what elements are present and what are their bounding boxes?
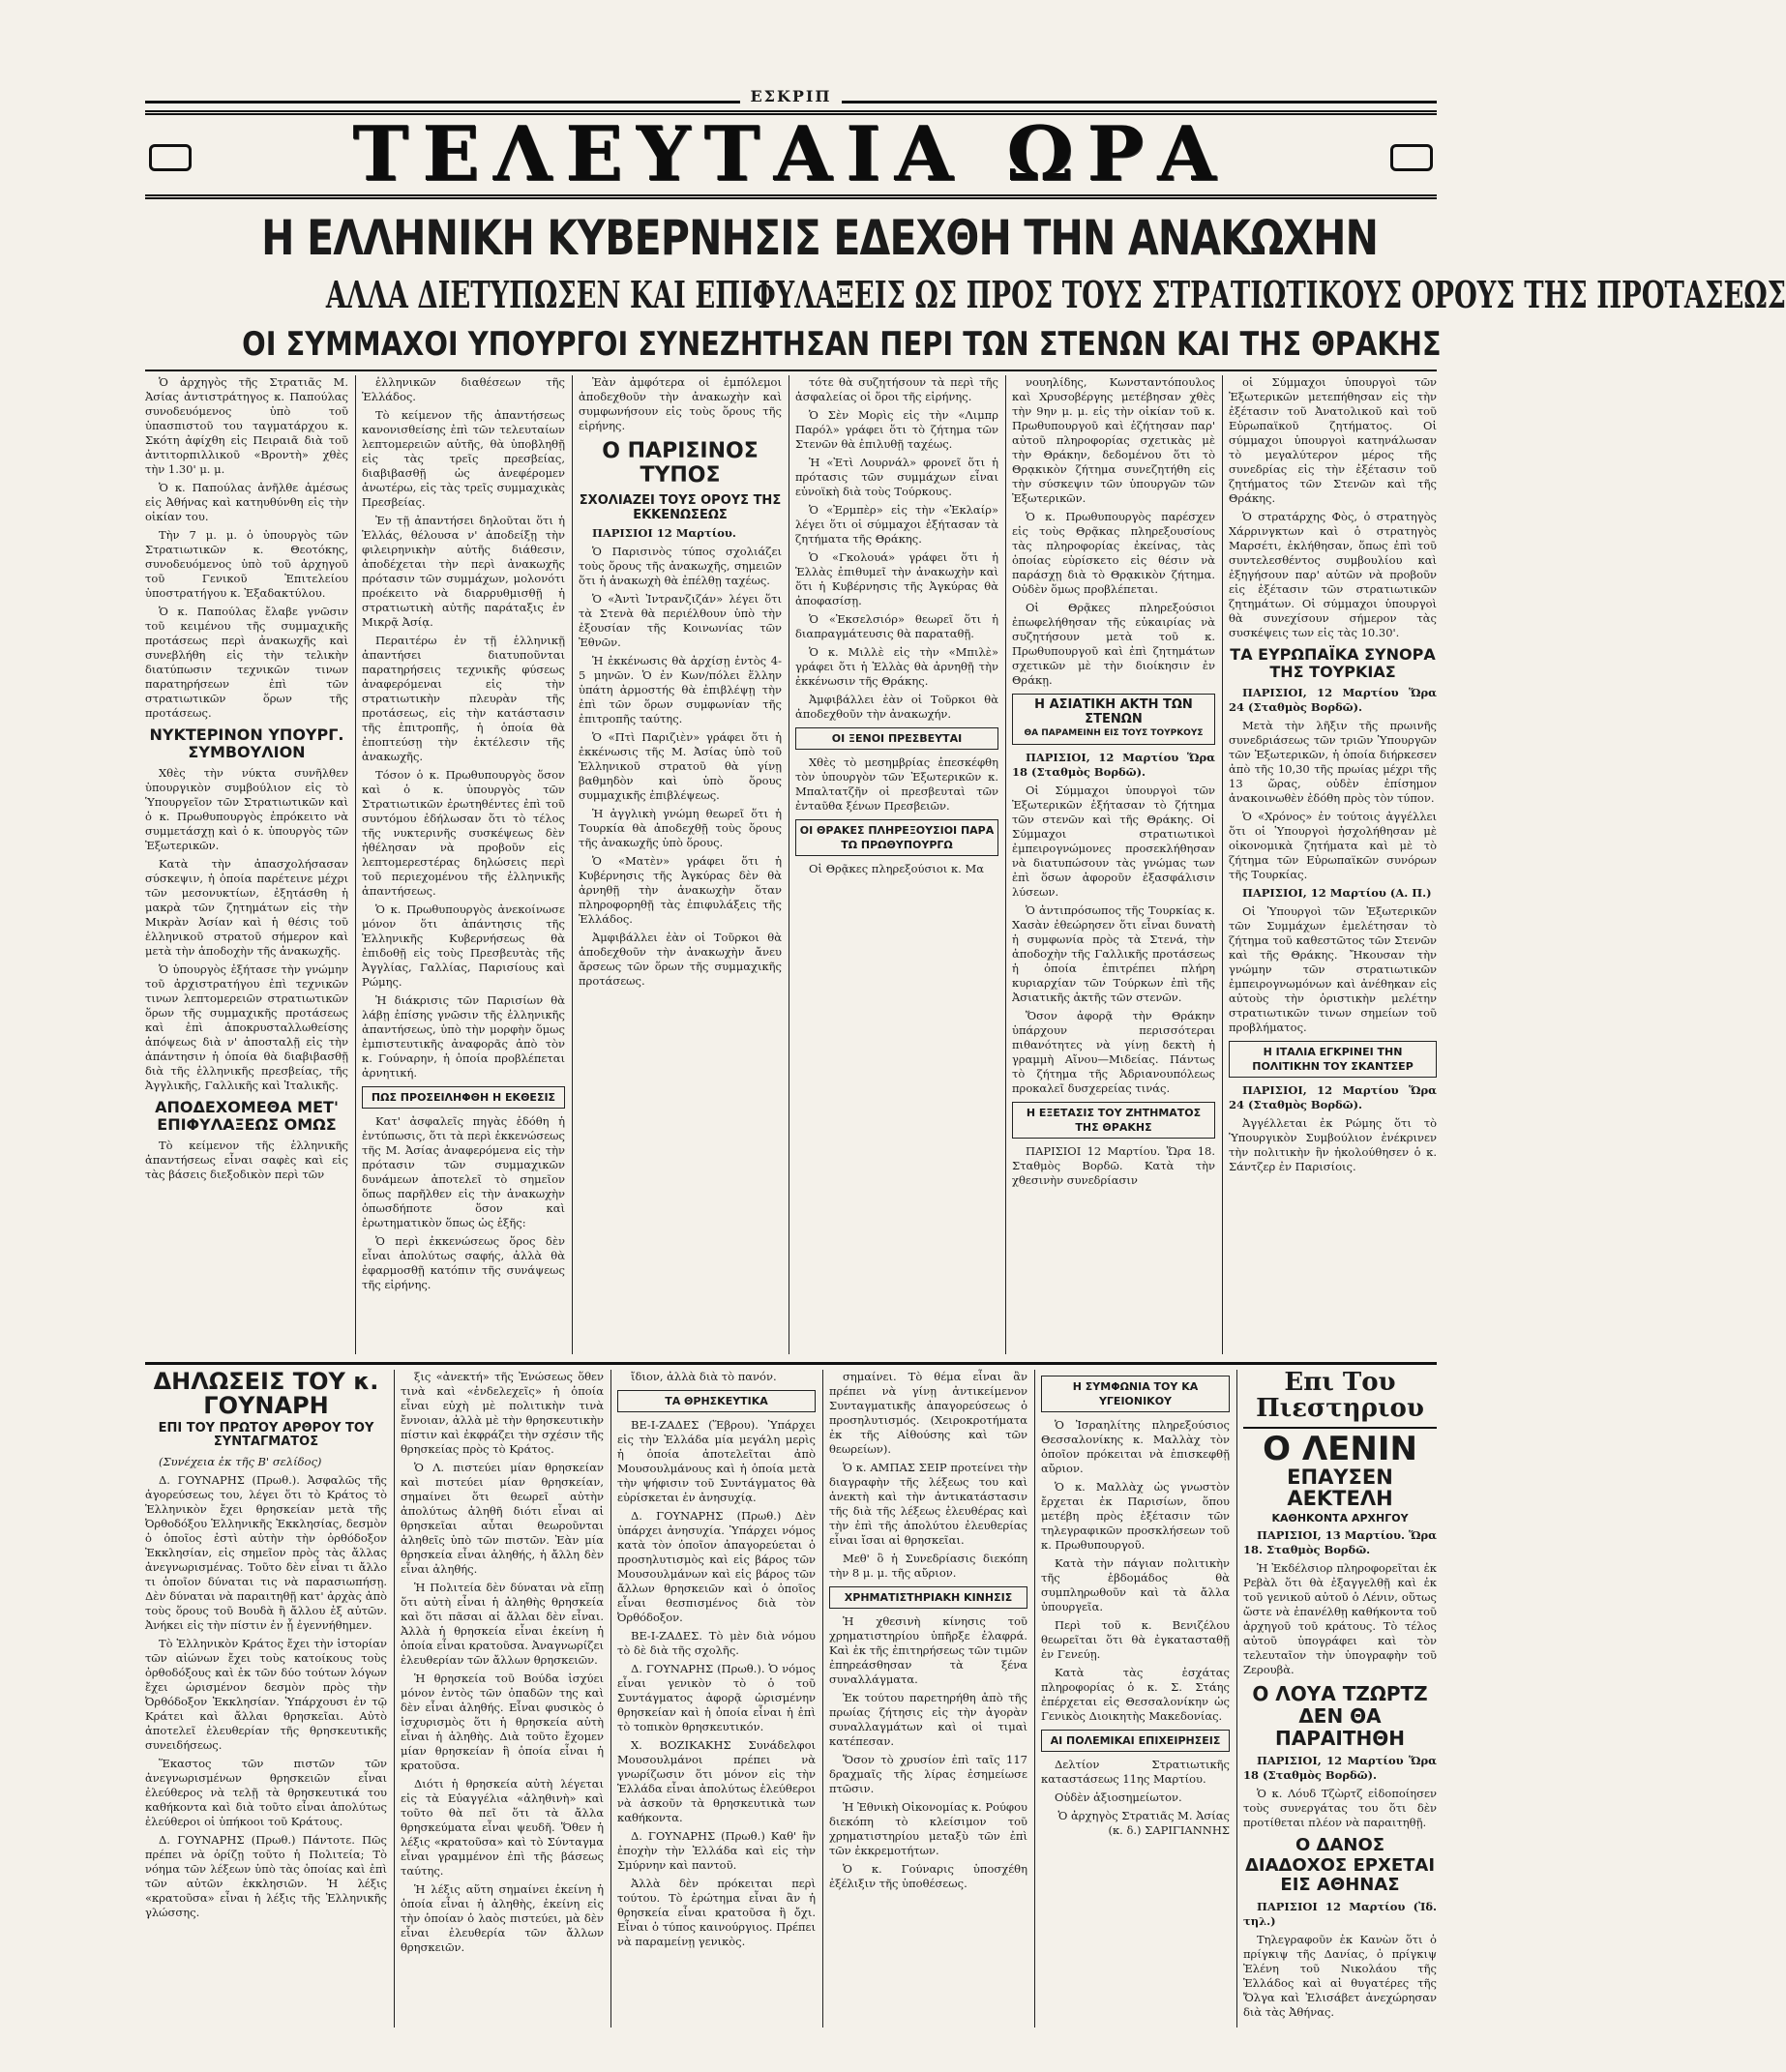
paragraph: Μεθ' ὃ ἡ Συνεδρίασις διεκόπη τὴν 8 μ. μ. τῆς αὔριον. <box>829 1552 1027 1580</box>
paragraph: Ἐκ τούτου παρετηρήθη ἀπὸ τῆς πρωίας ζήτησις εἰς τὴν ἀγορὰν συναλλαγμάτων καὶ οἱ τιμαὶ κατέπεσαν. <box>829 1691 1027 1748</box>
paragraph: Ὁ κ. Παπούλας ἀνῆλθε ἀμέσως εἰς Ἀθήνας καὶ κατηυθύνθη εἰς τὴν οἰκίαν του. <box>145 481 348 523</box>
paragraph: Ἕκαστος τῶν πιστῶν τῶν ἀνεγνωρισμένων θρησκειῶν εἶναι ἐλεύθερος νὰ τελῇ τὰ θρησκευτικά του καθήκοντα καὶ διὰ τοῦτο εἶναι ἀπολύτως ἐλεύθεροι οἱ ὑπήκοοι τοῦ Κράτους. <box>145 1756 387 1828</box>
paragraph: Ἡ «Ἐτὶ Λουρνάλ» φρονεῖ ὅτι ἡ πρότασις τῶν συμμάχων εἶναι εὐνοϊκὴ διὰ τοὺς Τούρκους. <box>795 456 998 498</box>
section-box-heading: ΑΙ ΠΟΛΕΜΙΚΑΙ ΕΠΙΧΕΙΡΗΣΕΙΣ <box>1041 1730 1230 1752</box>
column-rule <box>394 1370 395 2028</box>
paragraph: Κατὰ τὴν πάγιαν πολιτικὴν τῆς ἑβδομάδος θὰ συμπληρωθοῦν καὶ τὰ ἄλλα ὑπουργεῖα. <box>1041 1556 1230 1613</box>
paragraph: Ἡ διάκρισις τῶν Παρισίων θὰ λάβῃ ἐπίσης γνῶσιν τῆς ἑλληνικῆς ἀπαντήσεως, ὑπὸ τὴν μορφὴν ὅμως ἐμπιστευτικῆς ἀναφορᾶς ἀπὸ τὸν κ. Γούναρην, ἡ ὁποία προβλέπεται ἀρνητική. <box>362 993 565 1080</box>
sub-headline: Ο ΛΟΥΑ ΤΖΩΡΤΖ ΔΕΝ ΘΑ ΠΑΡΑΙΤΗΘΗ <box>1252 1681 1428 1750</box>
column-rule <box>822 1370 823 2028</box>
paragraph: Ὁ κ. Παπούλας ἔλαβε γνῶσιν τοῦ κειμένου τῆς συμμαχικῆς προτάσεως περὶ ἀνακωχῆς καὶ συνεβλήθη εἰς τὴν τελικὴν διατύπωσιν τεχνικῶν τινων παρατηρήσεων ἐπὶ τῶν στρατιωτικῶν ὅρων τῆς προτάσεως. <box>145 605 348 720</box>
paragraph: Δ. ΓΟΥΝΑΡΗΣ (Πρωθ.) Δὲν ὑπάρχει ἀνησυχία. Ὑπάρχει νόμος κατὰ τὸν ὁποῖον ἀπαγορεύεται ὁ προσηλυτισμὸς καὶ εἰς βάρος τῶν Μουσουλμάνων καὶ εἰς βάρος τῶν ἄλλων θρησκειῶν καὶ ὁ ὁποῖος εἶναι θεσπισμένος διὰ τὸν Ὀρθόδοξον. <box>617 1509 816 1624</box>
top-column-1 <box>145 375 348 1354</box>
paragraph: Δ. ΓΟΥΝΑΡΗΣ (Πρωθ.) Καθ' ἣν ἐποχὴν τὴν Ἑλλάδα καὶ εἰς τὴν Σμύρνην καὶ παντοῦ. <box>617 1829 816 1872</box>
paragraph: Ἡ Ἐκδέλσιορ πληροφορεῖται ἐκ Ρεβὰλ ὅτι θὰ ἐξαγγελθῇ καὶ ἐκ τοῦ γενικοῦ αὐτοῦ ὁ Λένιν, οὕτως ὥστε νὰ ἐπανέλθῃ καθήκοντα τοῦ ἀρχηγοῦ τοῦ κράτους. Τὸ τέλος αὐτοῦ ὑπογράφει καὶ τὸν τελευταῖον τὴν ὑπογραφὴν τοῦ Ζερουβὰ. <box>1243 1560 1437 1676</box>
section-box-heading <box>1012 694 1215 745</box>
paragraph: Ἐὰν ἀμφότερα οἱ ἐμπόλεμοι ἀποδεχθοῦν τὴν ἀνακωχὴν καὶ συμφωνήσουν εἰς τοὺς ὅρους τῆς εἰρήνης. <box>579 375 782 432</box>
ornament-left-icon <box>149 144 192 171</box>
paragraph: ἑλληνικῶν διαθέσεων τῆς Ἑλλάδος. <box>362 375 565 403</box>
main-headline: Η ΕΛΛΗΝΙΚΗ ΚΥΒΕΡΝΗΣΙΣ ΕΔΕΧΘΗ ΤΗΝ ΑΝΑΚΩΧΗΝ <box>261 210 1379 266</box>
paragraph: Ἀμφιβάλλει ἐὰν οἱ Τοῦρκοι θὰ ἀποδεχθοῦν τὴν ἀνακωχὴν ἄνευ ἄρσεως τῶν ὅρων τῆς συμμαχικῆς προτάσεως. <box>579 931 782 989</box>
paragraph: ΒΕ-Ι-ΖΑΔΕΣ (Ἕβρου). Ὑπάρχει εἰς τὴν Ἑλλάδα μία μεγάλη μερὶς ἡ ὁποία ἀποτελεῖται ἀπὸ Μουσουλμάνους καὶ ἡ ὁποία μετὰ τὴν ψήφισιν τοῦ Συντάγματος θὰ εὑρίσκεται ἐν ἀνησυχίᾳ. <box>617 1418 816 1504</box>
paragraph: Ἀλλὰ δὲν πρόκειται περὶ τούτου. Τὸ ἐρώτημα εἶναι ἂν ἡ θρησκεία εἶναι κρατοῦσα ἢ ὄχι. Εἶναι ὁ τύπος καινούργιος. Πρέπει νὰ παραμείνῃ γενικὸς. <box>617 1877 816 1948</box>
top-column-6 <box>1229 375 1437 1354</box>
paragraph: ἴδιον, ἀλλὰ διὰ τὸ πανόν. <box>631 1370 777 1383</box>
dateline: ΠΑΡΙΣΙΟΙ, 13 Μαρτίου. Ὥρα 18. Σταθμὸς Βορδῶ. <box>1243 1527 1437 1556</box>
paragraph: Ὁ περὶ ἐκκενώσεως ὅρος δὲν εἶναι ἀπολύτως σαφής, ἀλλὰ θὰ ἐφαρμοσθῇ κατόπιν τῆς συνάψεως τῆς εἰρήνης. <box>362 1234 565 1291</box>
masthead-top <box>145 87 1437 104</box>
paragraph: Ἡ Ἐθνικὴ Οἰκονομίας κ. Ρούφου διεκόπη τὸ κλείσιμον τοῦ χρηματιστηρίου μεταξὺ τῶν ἐπὶ τῶν ἐκκρεμοτήτων. <box>829 1800 1027 1857</box>
column-rule <box>355 375 356 1354</box>
sub-headline: ΝΥΚΤΕΡΙΝΟΝ ΥΠΟΥΡΓ. ΣΥΜΒΟΥΛΙΟΝ <box>149 725 344 762</box>
paragraph: Οἱ Σύμμαχοι ὑπουργοὶ τῶν Ἐξωτερικῶν ἐξήτασαν τὸ ζήτημα τῶν στενῶν καὶ τῆς Θράκης. Οἱ Σύμμαχοι στρατιωτικοὶ ἐμπειρογνώμονες προσεκλήθησαν νὰ διατυπώσουν τὰς γνώμας των ἐπὶ ὅσων ἀφοροῦν ἐξασφάλισιν λύσεων. <box>1012 784 1215 899</box>
dateline: ΠΑΡΙΣΙΟΙ, 12 Μαρτίου Ὥρα 18 (Σταθμὸς Βορδῶ). <box>1243 1753 1437 1782</box>
paragraph: Κατὰ τὰς ἐσχάτας πληροφορίας ὁ κ. Σ. Στάης ἐπέρχεται εἰς Θεσσαλονίκην ὡς Γενικὸς Διοικητὴς Μακεδονίας. <box>1041 1666 1230 1723</box>
paragraph: Ὁ «Ἀντὶ Ἰντρανζιζάν» λέγει ὅτι τὰ Στενὰ θὰ περιέλθουν ὑπὸ τὴν ἐξουσίαν τῆς Κοινωνίας τῶν Ἐθνῶν. <box>579 592 782 650</box>
section-box-heading: ΤΑ ΘΡΗΣΚΕΥΤΙΚΑ <box>617 1390 816 1412</box>
tertiary-headline: ΟΙ ΣΥΜΜΑΧΟΙ ΥΠΟΥΡΓΟΙ ΣΥΝΕΖΗΤΗΣΑΝ ΠΕΡΙ ΤΩΝ ΣΤΕΝΩΝ ΚΑΙ ΤΗΣ ΘΡΑΚΗΣ <box>242 325 1442 364</box>
column-rule <box>1236 1370 1237 2028</box>
paragraph: Ἀμφιβάλλει ἐὰν οἱ Τοῦρκοι θὰ ἀποδεχθοῦν τὴν ἀνακωχήν. <box>795 693 998 721</box>
bottom-column-6 <box>1243 1370 1437 2028</box>
paragraph: Ἡ Πολιτεία δὲν δύναται νὰ εἴπῃ ὅτι αὐτὴ εἶναι ἡ ἀληθὴς θρησκεία καὶ ὅτι πᾶσαι αἱ ἄλλαι δὲν εἶναι. Ἀλλὰ ἡ θρησκεία εἶναι ἐκείνη ἡ ὁποία εἶναι κρατοῦσα. Ἀναγνωρίζει ἐλευθερίαν τῶν ἄλλων θρησκειῶν. <box>401 1581 604 1667</box>
headline-rule <box>145 370 1437 371</box>
paragraph: Οἱ Ὑπουργοὶ τῶν Ἐξωτερικῶν τῶν Συμμάχων ἐμελέτησαν τὸ ζήτημα τοῦ καθεστῶτος τῶν Στενῶν καὶ τῆς Θράκης. Ἤκουσαν τὴν γνώμην τῶν στρατιωτικῶν ἐμπειρογνωμόνων καὶ ἀνέθηκαν εἰς αὐτοὺς τὴν ὁριστικὴν μελέτην στρατιωτικῶν τινων σημείων τοῦ προβλήματος. <box>1229 903 1437 1034</box>
column-rule <box>610 1370 611 2028</box>
paragraph: Ὁ ἀντιπρόσωπος τῆς Τουρκίας κ. Χασὰν ἐθεώρησεν ὅτι εἶναι δυνατὴ ἡ συμφωνία πρὸς τὰ Στενά, τὴν ἀποδοχὴν τῆς Γαλλικῆς προτάσεως ἡ ὁποία ἐπιτρέπει πλήρη κυριαρχίαν τῶν Τούρκων ἐπὶ τῆς Ἀσιατικῆς ἀκτῆς τῶν στενῶν. <box>1012 903 1215 1004</box>
section-rule <box>145 1362 1437 1365</box>
top-column-3 <box>579 375 782 1354</box>
paragraph: Ὁ κ. ΑΜΠΑΣ ΣΕΙΡ προτείνει τὴν διαγραφὴν τῆς λέξεως του καὶ ἀνεκτὴ καὶ τὴν ἀντικατάστασιν τῆς διὰ τῆς λέξεως ἐλευθέρας καὶ τὴν ἐπὶ τῆς ἀπολύτου ἐλευθερίας εἶναι ἴσαι αἱ θρησκεῖαι. <box>829 1461 1027 1547</box>
section-box-heading: ΟΙ ΞΕΝΟΙ ΠΡΕΣΒΕΥΤΑΙ <box>795 727 998 750</box>
paragraph: σημαίνει. Τὸ θέμα εἶναι ἂν πρέπει νὰ γίνῃ ἀντικείμενον Συνταγματικῆς ἀπαγορεύσεως ὁ προσηλυτισμός. (Χειροκροτήματα ἐκ τῆς Αἰθούσης καὶ τῶν θεωρείων). <box>829 1370 1027 1456</box>
paragraph: Ἀγγέλλεται ἐκ Ρώμης ὅτι τὸ Ὑπουργικὸν Συμβούλιον ἐνέκρινεν τὴν πολιτικὴν ἣν ἠκολούθησεν ὁ κ. Σάντζερ ἐν Παρισίοις. <box>1229 1115 1437 1173</box>
continuation-note: (Συνέχεια ἐκ τῆς Β' σελίδος) <box>159 1454 322 1468</box>
paragraph: Ὁ Λ. πιστεύει μίαν θρησκείαν καὶ πιστεύει μίαν θρησκείαν, σημαίνει ὅτι θεωρεῖ αὐτὴν ἀπολύτως ἀληθῆ διότι εἶναι αἱ θρησκεῖαι αὗται θεωροῦνται ἀληθεῖς ὑπὸ τῶν πιστῶν. Ἐὰν μία θρησκεία εἶναι ἀληθής, ἡ ἄλλη δὲν εἶναι ἀληθής. <box>401 1461 604 1576</box>
paragraph: Ὁ κ. Γούναρις ὑποσχέθη ἐξέλιξιν τῆς ὑποθέσεως. <box>829 1862 1027 1890</box>
paragraph: Τὴν 7 μ. μ. ὁ ὑπουργὸς τῶν Στρατιωτικῶν κ. Θεοτόκης, συνοδευόμενος ὑπὸ τοῦ ἀρχηγοῦ τοῦ Γενικοῦ Ἐπιτελείου ὑποστρατήγου κ. Ἐξαδακτύλου. <box>145 528 348 600</box>
paragraph: Οἱ Θρᾷκες πληρεξούσιοι ἐπωφελήθησαν τῆς εὐκαιρίας νὰ συζητήσουν μετὰ τοῦ κ. Πρωθυπουργοῦ καὶ ἐπὶ ζητημάτων σχετικῶν μὲ τὴν διοίκησιν ἐν Θράκῃ. <box>1012 601 1215 687</box>
paragraph: Περὶ τοῦ κ. Βενιζέλου θεωρεῖται ὅτι θὰ ἐγκατασταθῇ ἐν Γενεύῃ. <box>1041 1618 1230 1661</box>
paragraph: Ὁ στρατάρχης Φὸς, ὁ στρατηγὸς Χάρρινγκτων καὶ ὁ στρατηγὸς Μαρσέτι, ἐκλήθησαν, ὅπως ἐπὶ τοῦ συντελεσθέντος συμβουλίου καὶ ἐξηγήσουν παρ' αὐτῶν νὰ προβοῦν εἰς ἐξέτασιν τῶν στρατιωτικῶν ζητημάτων. Οἱ σύμμαχοι ὑπουργοὶ θὰ συνεχίσουν σήμερον τὰς συσκέψεις των εἰς τὰς 10.30'. <box>1229 510 1437 639</box>
newspaper-page <box>145 87 1786 2031</box>
paragraph: Τὸ κείμενον τῆς ἀπαντήσεως κανονισθείσης ἐπὶ τῶν τελευταίων λεπτομερειῶν αὐτῆς, θὰ ὑποβληθῇ εἰς τὰς τρεῖς πρεσβείας, διαβιβασθῇ ὡς ἀνεφέρομεν ἀνωτέρω, εἰς τὰς τρεῖς συμμαχικὰς Πρεσβείας. <box>362 408 565 509</box>
paragraph: Κατὰ τὴν ἀπασχολήσασαν σύσκεψιν, ἡ ὁποία παρέτεινε μέχρι τῶν μεσονυκτίων, ἐξητάσθη ἡ μακρὰ τῶν ζητημάτων εἰς τὴν Μικρὰν Ἀσίαν καὶ ἡ θέσις τοῦ ἑλληνικοῦ στρατοῦ σήμερον καὶ μετὰ τὴν ἀποδοχὴν τῆς ἀνακωχῆς. <box>145 856 348 958</box>
paragraph: Ὁ ὑπουργὸς ἐξήτασε τὴν γνώμην τοῦ ἀρχιστρατήγου ἐπὶ τεχνικῶν τινων λεπτομερειῶν στρατιωτικῶν ὅρων τῆς συμμαχικῆς προτάσεως καὶ ἐπὶ ἀποκρυσταλλωθείσης ἀπόψεως διὰ ν' ἀποσταλῇ εἰς τὴν ἀπάντησιν ἡ ὁποία θὰ διαβιβασθῇ διὰ τῆς ἑλληνικῆς πρεσβείας, τῆς Ἀγγλικῆς, Γαλλικῆς καὶ Ἰταλικῆς. <box>145 962 348 1092</box>
paragraph: Τόσον ὁ κ. Πρωθυπουργὸς ὅσον καὶ ὁ κ. ὑπουργὸς τῶν Στρατιωτικῶν ἐρωτηθέντες ἐπὶ τοῦ συντόμου ἐδήλωσαν ὅτι τὸ τέλος τῆς νυκτερινῆς συσκέψεως δὲν ἠθέλησαν νὰ προβοῦν εἰς λεπτομερεστέρας δηλώσεις περὶ τοῦ περιεχομένου τῆς ἑλληνικῆς ἀπαντήσεως. <box>362 768 565 898</box>
paragraph: ΠΑΡΙΣΙΟΙ 12 Μαρτίου. Ὥρα 18. Σταθμὸς Βορδῶ. Κατὰ τὴν χθεσινὴν συνεδρίασιν <box>1012 1144 1215 1187</box>
paragraph: Ὁ «Ματὲν» γράφει ὅτι ἡ Κυβέρνησις τῆς Ἀγκύρας δὲν θὰ ἀρνηθῇ τὴν ἀνακωχὴν ὅταν πληροφορηθῇ τὰς ἐπιφυλάξεις τῆς Ἑλλάδος. <box>579 854 782 927</box>
secondary-headline: ΑΛΛΑ ΔΙΕΤΥΠΩΣΕΝ ΚΑΙ ΕΠΙΦΥΛΑΞΕΙΣ ΩΣ ΠΡΟΣ ΤΟΥΣ ΣΤΡΑΤΙΩΤΙΚΟΥΣ ΟΡΟΥΣ ΤΗΣ ΠΡΟΤΑΣΕΩΣ <box>325 273 1786 316</box>
column-rule <box>1222 375 1223 1354</box>
paragraph: Οἱ Θρᾷκες πληρεξούσιοι κ. Μα <box>809 862 984 875</box>
paragraph: Ὁ «Πτὶ Παριζιὲν» γράφει ὅτι ἡ ἐκκένωσις τῆς Μ. Ἀσίας ὑπὸ τοῦ Ἑλληνικοῦ στρατοῦ θὰ γίνῃ βαθμηδὸν καὶ ὑπὸ ὅρους συμμαχικῆς ἐπιβλέψεως. <box>579 730 782 803</box>
paragraph: Τὸ κείμενον τῆς ἑλληνικῆς ἀπαντήσεως εἶναι σαφὲς καὶ εἰς τὰς βάσεις διεξοδικὸν περὶ τῶν <box>145 1138 348 1181</box>
masthead-title: ΤΕΛΕΥΤΑΙΑ ΩΡΑ <box>352 110 1230 198</box>
paragraph: Δ. ΓΟΥΝΑΡΗΣ (Πρωθ.). Ἀσφαλῶς τῆς ἀγορεύσεως του, λέγει ὅτι τὸ Κράτος τὸ Ἑλληνικὸν ἔχει θρησκείαν μετὰ τῆς Ὀρθοδόξου Ἑλληνικῆς Ἐκκλησίας, δεσμὸν ὁ ὁποῖος ἐστὶ αὐτὴν τὴν ὀρθόδοξον Ἐκκλησίαν, εἰς σημεῖον πρὸς τὰς ἄλλας ἀνεγνωρισμένας. Τοῦτο δὲν εἶναι τι ἄλλο τι ὁποῖον δύναται τις νὰ παρασιωπήσῃ. Δὲν δύναται νὰ παραιτηθῇ κατ' ἀρχὰς ἀπὸ τοὺς ὅρους τοῦ Βουδὰ ἢ ἄλλου ἐξ αὐτῶν. Ἀνήκει εἰς τὴν πίστιν ἐν ᾗ ἐγεννήθημεν. <box>145 1472 387 1632</box>
bottom-column-3 <box>617 1370 816 2028</box>
bottom-column-5 <box>1041 1370 1230 2028</box>
masthead <box>145 110 1437 199</box>
bottom-column-4 <box>829 1370 1027 2028</box>
paragraph: Ὁ ἀρχηγὸς τῆς Στρατιᾶς Μ. Ἀσίας ἀντιστράτηγος κ. Παπούλας συνοδευόμενος ὑπὸ τοῦ ὑπασπιστοῦ του ταγματάρχου κ. Σκότη ἀφίχθη εἰς Πειραιᾶ διὰ τοῦ ἀντιτορπιλλικοῦ «Βροντὴ» χθὲς τὴν 1.30' μ. μ. <box>145 375 348 476</box>
ornament-right-icon <box>1390 144 1433 171</box>
section-box-heading: ΧΡΗΜΑΤΙΣΤΗΡΙΑΚΗ ΚΙΝΗΣΙΣ <box>829 1586 1027 1609</box>
paragraph: Τηλεγραφοῦν ἐκ Κανὼν ὅτι ὁ πρίγκιψ τῆς Δανίας, ὁ πρίγκιψ Ἐλένη τοῦ Νικολάου τῆς Ἑλλάδος καὶ αἱ θυγατέρες τῆς Ὄλγα καὶ Ἐλισάβετ ἀνεχώρησαν διὰ τὰς Ἀθήνας. <box>1243 1932 1437 2019</box>
paragraph: οἱ Σύμμαχοι ὑπουργοὶ τῶν Ἐξωτερικῶν μετεπήθησαν εἰς τὴν ἐξέτασιν τοῦ Ἀνατολικοῦ καὶ τοῦ Εὐρωπαϊκοῦ ζητήματος. Οἱ σύμμαχοι ὑπουργοὶ κατηνάλωσαν τὸ μεγαλύτερον μέρος τῆς συνεδρίας εἰς τὴν ἐξέτασιν τοῦ ζητήματος τῶν Στενῶν καὶ τῆς Θράκης. <box>1229 375 1437 505</box>
top-column-4 <box>795 375 998 1354</box>
top-column-2 <box>362 375 565 1354</box>
dateline: ΠΑΡΙΣΙΟΙ 12 Μαρτίου (Ἰδ. τηλ.) <box>1243 1899 1437 1928</box>
column-rule <box>572 375 573 1354</box>
paragraph: Χθὲς τὸ μεσημβρίας ἐπεσκέφθη τὸν ὑπουργὸν τῶν Ἐξωτερικῶν κ. Μπαλτατζῆν οἱ πρεσβευταὶ τῶν ἐνταῦθα ξένων Πρεσβειῶν. <box>795 755 998 813</box>
box-heading-title: Η ΑΣΙΑΤΙΚΗ ΑΚΤΗ ΤΩΝ ΣΤΕΝΩΝ <box>1034 697 1193 726</box>
paragraph: Ὁ κ. Πρωθυπουργὸς ἀνεκοίνωσε μόνον ὅτι ἀπάντησις τῆς Ἑλληνικῆς Κυβερνήσεως θὰ ἐπιδοθῇ εἰς τοὺς Πρεσβευτὰς τῆς Ἀγγλίας, Γαλλίας, Παρισίους καὶ Ρώμης. <box>362 903 565 989</box>
dateline: ΠΑΡΙΣΙΟΙ, 12 Μαρτίου Ὥρα 24 (Σταθμὸς Βορδῶ). <box>1229 1082 1437 1111</box>
paragraph: Δ. ΓΟΥΝΑΡΗΣ (Πρωθ.). Ὁ νόμος εἶναι γενικὸν τὸ ὁ τοῦ Συντάγματος ἀφορᾷ ὡρισμένην θρησκείαν καὶ ἡ ὁποία εἶναι ἡ ἐπὶ τὸ τοπικὸν θρησκευτικόν. <box>617 1662 816 1733</box>
paragraph: Ὁ Σὲν Μορὶς εἰς τὴν «Λιμπρ Παρόλ» γράφει ὅτι τὸ ζήτημα τῶν Στενῶν θὰ ἐπιλυθῇ ταχέως. <box>795 408 998 451</box>
paragraph: Ὅσον ἀφορᾷ τὴν Θράκην ὑπάρχουν περισσότεραι πιθανότητες νὰ γίνῃ δεκτὴ ἡ γραμμὴ Αἴνου—Μιδείας. Πάντως τὸ ζήτημα τῆς Ἀδριανουπόλεως προκαλεῖ δυσχερείας τινάς. <box>1012 1009 1215 1095</box>
section-title: ΕΠΑΥΣΕΝ ΑΕΚΤΕΛΗ <box>1287 1465 1393 1511</box>
paragraph: Ὁ Παρισινὸς τύπος σχολιάζει τοὺς ὅρους τῆς ἀνακωχῆς, σημειῶν ὅτι ἡ ἀνακωχὴ θὰ ἐπέλθῃ ταχέως. <box>579 545 782 588</box>
section-subtitle: ΚΑΘΗΚΟΝΤΑ ΑΡΧΗΓΟΥ <box>1271 1512 1409 1525</box>
paragraph: Ὁ κ. Λόυδ Τζὼρτζ εἰδοποίησεν τοὺς συνεργάτας του ὅτι δὲν προτίθεται πλέον νὰ παραιτηθῇ. <box>1243 1786 1437 1829</box>
paragraph: ΒΕ-Ι-ΖΑΔΕΣ. Τὸ μὲν διὰ νόμου τὸ δὲ διὰ τῆς σχολῆς. <box>617 1629 816 1657</box>
sub-headline: Ο ΠΑΡΙΣΙΝΟΣ ΤΥΠΟΣ <box>602 439 759 488</box>
paragraph: Ἡ ἀγγλικὴ γνώμη θεωρεῖ ὅτι ἡ Τουρκία θὰ ἀποδεχθῇ τοὺς ὅρους τῆς ἀνακωχῆς ὑπὸ ὅρους. <box>579 807 782 850</box>
signature: Ὁ ἀρχηγὸς Στρατιᾶς Μ. Ἀσίας (κ. δ.) ΣΑΡΙΓΙΑΝΝΗΣ <box>1057 1809 1230 1837</box>
sub-headline: Ο ΔΑΝΟΣ ΔΙΑΔΟΧΟΣ ΕΡΧΕΤΑΙ ΕΙΣ ΑΘΗΝΑΣ <box>1244 1834 1436 1896</box>
section-subtitle: ΕΠΙ ΤΟΥ ΠΡΩΤΟΥ ΑΡΘΡΟΥ ΤΟΥ ΣΥΝΤΑΓΜΑΤΟΣ <box>158 1421 374 1450</box>
sub-headline: ΑΠΟΔΕΧΟΜΕΘΑ ΜΕΤ' ΕΠΙΦΥΛΑΞΕΩΣ ΟΜΩΣ <box>155 1097 339 1135</box>
paragraph: Δελτίον Στρατιωτικῆς καταστάσεως 11ης Μαρτίου. <box>1041 1758 1230 1786</box>
paragraph: Οὐδὲν ἀξιοσημείωτον. <box>1055 1791 1182 1804</box>
paragraph: Ὁ «Ἐκσελσιόρ» θεωρεῖ ὅτι ἡ διαπραγμάτευσις θὰ παραταθῇ. <box>795 612 998 640</box>
section-box-heading: Η ΣΥΜΦΩΝΙΑ ΤΟΥ ΚΑ ΥΓΕΙΟΝΙΚΟΥ <box>1041 1376 1230 1412</box>
paragraph: Ἡ χθεσινὴ κίνησις τοῦ χρηματιστηρίου ὑπῆρξε ἐλαφρά. Καὶ ἐκ τῆς ἐπιτηρήσεως τῶν τιμῶν ἐπηρεάσθησαν τὰ ξένα συναλλάγματα. <box>829 1614 1027 1686</box>
paragraph: Ὁ «Ἐρμπὲρ» εἰς τὴν «Ἐκλαίρ» λέγει ὅτι οἱ σύμμαχοι ἐξήτασαν τὰ ζητήματα τῆς Θράκης. <box>795 503 998 546</box>
dateline: ΠΑΡΙΣΙΟΙ, 12 Μαρτίου Ὥρα 18 (Σταθμὸς Βορδῶ). <box>1012 751 1215 779</box>
dateline: ΠΑΡΙΣΙΟΙ 12 Μαρτίου. <box>592 526 736 541</box>
sub-headline: ΤΑ ΕΥΡΩΠΑΪΚΑ ΣΥΝΟΡΑ ΤΗΣ ΤΟΥΡΚΙΑΣ <box>1230 645 1436 682</box>
paragraph: Ἡ λέξις αὕτη σημαίνει ἐκείνη ἡ ὁποία εἶναι ἡ ἀληθὴς, ἐκείνη εἰς τὴν ὁποίαν ὁ λαὸς πιστεύει, μὰ δὲν εἶναι ἐλευθερία τῶν ἄλλων θρησκειῶν. <box>401 1882 604 1954</box>
paragraph: νουηλίδης, Κωνσταντόπουλος καὶ Χρυσοβέργης μετέβησαν χθὲς τὴν 9ην μ. μ. εἰς τὴν οἰκίαν τοῦ κ. Πρωθυπουργοῦ καὶ ἐζήτησαν παρ' αὐτοῦ πληροφορίας σχετικὰς μὲ τὴν Θράκην, δεδομένου ὅτι τὸ Θρᾳκικὸν ζήτημα συνεζητήθη εἰς τὴν σύσκεψιν τῶν ὑπουργῶν τῶν Ἐξωτερικῶν. <box>1012 375 1215 505</box>
paragraph: Διότι ἡ θρησκεία αὐτὴ λέγεται εἰς τὰ Εὐαγγέλια «ἀληθινὴ» καὶ τοῦτο θὰ πεῖ ὅτι τὰ ἄλλα θρησκεύματα εἶναι ψευδῆ. Ὅθεν ἡ λέξις «κρατοῦσα» καὶ τὸ Σύνταγμα εἶναι γραμμένον ἐπὶ τῆς βάσεως ταύτης. <box>401 1777 604 1878</box>
paragraph: Κατ' ἀσφαλεῖς πηγὰς ἐδόθη ἡ ἐντύπωσις, ὅτι τὰ περὶ ἐκκενώσεως τῆς Μ. Ἀσίας ἀναφερόμενα εἰς τὴν πρότασιν τῶν συμμαχικῶν δυνάμεων ἀποτελεῖ τὸ σημεῖον ὅπως παρῆλθεν εἰς τὴν ἀνακωχὴν ὁπωσδήποτε ὅσον καὶ ἐρωτηματικὸν ὅπως ὡς ἑξῆς: <box>362 1114 565 1229</box>
section-box-heading: Η ΙΤΑΛΙΑ ΕΓΚΡΙΝΕΙ ΤΗΝ ΠΟΛΙΤΙΚΗΝ ΤΟΥ ΣΚΑΝΤΣΕΡ <box>1229 1041 1437 1078</box>
top-column-5 <box>1012 375 1215 1354</box>
paragraph: Μετὰ τὴν λῆξιν τῆς πρωινῆς συνεδριάσεως τῶν τριῶν Ὑπουργῶν τῶν Ἐξωτερικῶν, ἡ ὁποία διήρκεσεν ἀπὸ τῆς 10,30 τῆς πρωίας μέχρι τῆς 13 ὥρας, οὐδὲν ἐπίσημον ἀνακοινωθὲν ἐδόθη πρὸς τὸν τύπον. <box>1229 718 1437 805</box>
section-title: ΔΗΛΩΣΕΙΣ ΤΟΥ κ. ΓΟΥΝΑΡΗ <box>153 1368 379 1420</box>
paragraph: Ἡ ἐκκένωσις θὰ ἀρχίσῃ ἐντὸς 4-5 μηνῶν. Ὁ ἐν Κων/πόλει ἕλλην ὑπάτη ἀρμοστής θὰ ἐπιβλέψῃ τὴν ἐπὶ τῶν ὅρων συμφωνίαν τῆς ἐπιτροπῆς ταύτης. <box>579 654 782 726</box>
paragraph: Ὁ κ. Πρωθυπουργὸς παρέσχεν εἰς τοὺς Θρᾷκας πληρεξουσίους τὰς πληροφορίας ἐκείνας, τὰς ὁποίας εὑρίσκετο εἰς θέσιν νὰ παράσχῃ διὰ τὸ Θρᾳκικὸν ζήτημα. Οὐδὲν ὅμως προβλέπεται. <box>1012 510 1215 596</box>
section-box-heading: ΠΩΣ ΠΡΟΣΕΙΛΗΦΘΗ Η ΕΚΘΕΣΙΣ <box>362 1086 565 1109</box>
paragraph: ξις «ἀνεκτή» τῆς Ἐνώσεως ὅθεν τινὰ καὶ «ἐνδελεχεῖς» ἡ ὁποία εἶναι εὐχὴ μὲ πολιτικὴν τινὰ ἔννοιαν, ἀλλὰ μὲ τὴν θρησκευτικὴν πίστιν καὶ ἐκφράζει τὴν σχέσιν τῆς θρησκείας πρὸς τὸ Κράτος. <box>401 1370 604 1456</box>
paragraph: Ὁ Ἰσραηλίτης πληρεξούσιος Θεσσαλονίκης κ. Μαλλὰχ τὸν ὁποῖον πρόκειται νὰ ἐπισκεφθῇ αὔριον. <box>1041 1418 1230 1475</box>
paragraph: Ὁ κ. Μαλλὰχ ὡς γνωστὸν ἔρχεται ἐκ Παρισίων, ὅπου μετέβη πρὸς ἐξέτασιν τῶν τηλεγραφικῶν προσκλήσεων τοῦ κ. Πρωθυπουργοῦ. <box>1041 1480 1230 1552</box>
paragraph: Ἐν τῇ ἀπαντήσει δηλοῦται ὅτι ἡ Ἑλλάς, θέλουσα ν' ἀποδείξῃ τὴν φιλειρηνικὴν αὐτῆς διάθεσιν, ἀποδέχεται τὴν περὶ ἀνακωχῆς πρότασιν τῶν συμμάχων, μολονότι προέκειτο νὰ διαρρυθμισθῇ ἡ στρατιωτικὴ αὐτῆς παράταξις ἐν Μικρᾷ Ἀσίᾳ. <box>362 514 565 629</box>
dateline: ΠΑΡΙΣΙΟΙ, 12 Μαρτίου Ὥρα 24 (Σταθμὸς Βορδῶ). <box>1229 685 1437 714</box>
paragraph: τότε θὰ συζητήσουν τὰ περὶ τῆς ἀσφαλείας οἱ ὅροι τῆς εἰρήνης. <box>795 375 998 403</box>
masthead-top-label: ΕΣΚΡΙΠ <box>740 87 841 105</box>
section-box-heading: ΟΙ ΘΡΑΚΕΣ ΠΛΗΡΕΞΟΥΣΙΟΙ ΠΑΡΑ ΤΩ ΠΡΩΘΥΠΟΥΡΓΩ <box>795 819 998 856</box>
section-title: Επι Του Πιεστηριου <box>1243 1370 1437 1429</box>
column-rule <box>1005 375 1006 1354</box>
paragraph: Χ. ΒΟΖΙΚΑΚΗΣ Συνάδελφοι Μουσουλμάνοι πρέπει νὰ γνωρίζωσιν ὅτι μόνον εἰς τὴν Ἑλλάδα εἶναι ἀπολύτως ἐλεύθεροι νὰ ἀσκοῦν τὰ θρησκευτικὰ των καθήκοντα. <box>617 1738 816 1824</box>
paragraph: Περαιτέρω ἐν τῇ ἑλληνικῇ ἀπαντήσει διατυποῦνται παρατηρήσεις τεχνικῆς φύσεως ἀναφερόμεναι εἰς τὴν στρατιωτικὴν πλευρὰν τῆς προτάσεως, εἰς τὴν κατάστασιν τῆς ἐπιτροπῆς, ἡ ὁποία θὰ ἐποπτεύσῃ τὴν ἐκτέλεσιν τῆς ἀνακωχῆς. <box>362 634 565 763</box>
paragraph: Ὁ «Γκολουά» γράφει ὅτι ἡ Ἑλλὰς ἐπιθυμεῖ τὴν ἀνακωχὴν καὶ ὅτι ἡ Κυβέρνησις τῆς Ἀγκύρας θὰ ἀποφασίσῃ. <box>795 550 998 607</box>
section-box-heading: Η ΕΞΕΤΑΣΙΣ ΤΟΥ ΖΗΤΗΜΑΤΟΣ ΤΗΣ ΘΡΑΚΗΣ <box>1012 1102 1215 1139</box>
paragraph: Τὸ Ἑλληνικὸν Κράτος ἔχει τὴν ἱστορίαν τῶν αἰώνων ἔχει τοὺς κατοίκους τοὺς ὀρθοδόξους καὶ ἐκ τῶν δύο τούτων λόγων ἔχει ὡρισμένον δεσμὸν πρὸς τὴν Ὀρθόδοξον Ἐκκλησίαν. Ὑπάρχουσι ἐν τῷ Κράτει καὶ ἄλλαι θρησκεῖαι. Αὐτὸ ἀποτελεῖ ἐλευθερίαν τῆς θρησκευτικῆς συνειδήσεως. <box>145 1636 387 1752</box>
paragraph: Ὁ κ. Μιλλὲ εἰς τὴν «Μπιλὲ» γράφει ὅτι ἡ Ἑλλὰς θὰ ἀρνηθῇ τὴν ἐκκένωσιν τῆς Θράκης. <box>795 645 998 688</box>
bottom-column-1 <box>145 1370 387 2028</box>
paragraph: Ὅσον τὸ χρυσίον ἐπὶ ταῖς 117 δραχμαῖς τῆς λίρας ἐσημείωσε πτῶσιν. <box>829 1753 1027 1795</box>
box-heading-subtitle: ΘΑ ΠΑΡΑΜΕΙΝΗ ΕΙΣ ΤΟΥΣ ΤΟΥΡΚΟΥΣ <box>1024 728 1204 738</box>
paragraph: Δ. ΓΟΥΝΑΡΗΣ (Πρωθ.) Πάντοτε. Πῶς πρέπει νὰ ὁρίζῃ τοῦτο ἡ Πολιτεία; Τὸ νόημα τῶν λέξεων ὑπὸ τὰς ὁποίας καὶ ἐπὶ τῶν αὐτῶν ἐκκλησιῶν. Ἡ λέξις «κρατοῦσα» εἶναι ἡ λέξις τῆς Ἐλληνικῆς γλώσσης. <box>145 1832 387 1919</box>
paragraph: Ὁ «Χρόνος» ἐν τούτοις ἀγγέλλει ὅτι οἱ Ὑπουργοὶ ἠσχολήθησαν μὲ οἰκονομικὰ ζητήματα καὶ μὲ τὸ ζήτημα τῶν Εὐρωπαϊκῶν συνόρων τῆς Τουρκίας. <box>1229 809 1437 881</box>
section-title: Ο ΛΕΝΙΝ <box>1263 1429 1417 1468</box>
paragraph: Ἡ θρησκεία τοῦ Βούδα ἰσχύει μόνον ἐντὸς τῶν ὀπαδῶν της καὶ δὲν εἶναι ἀληθής. Εἶναι φυσικὸς ὁ ἰσχυρισμὸς ὅτι ἡ θρησκεία αὐτὴ εἶναι ἡ ἀληθὴς. Διὰ τοῦτο ἔχομεν μίαν θρησκείαν ἣ ὁποία εἶναι ἡ κρατοῦσα. <box>401 1672 604 1772</box>
column-rule <box>1034 1370 1035 2028</box>
bottom-column-2 <box>401 1370 604 2028</box>
paragraph: Χθὲς τὴν νύκτα συνῆλθεν ὑπουργικὸν συμβούλιον εἰς τὸ Ὑπουργεῖον τῶν Στρατιωτικῶν καὶ ὁ κ. Πρωθυπουργὸς ἐπρόκειτο νὰ συμμετάσχῃ καὶ ὁ κ. ὑπουργὸς τῶν Ἐξωτερικῶν. <box>145 765 348 852</box>
dateline: ΠΑΡΙΣΙΟΙ, 12 Μαρτίου (Α. Π.) <box>1242 885 1432 900</box>
sub-headline: ΣΧΟΛΙΑΖΕΙ ΤΟΥΣ ΟΡΟΥΣ ΤΗΣ ΕΚΚΕΝΩΣΕΩΣ <box>579 492 782 522</box>
